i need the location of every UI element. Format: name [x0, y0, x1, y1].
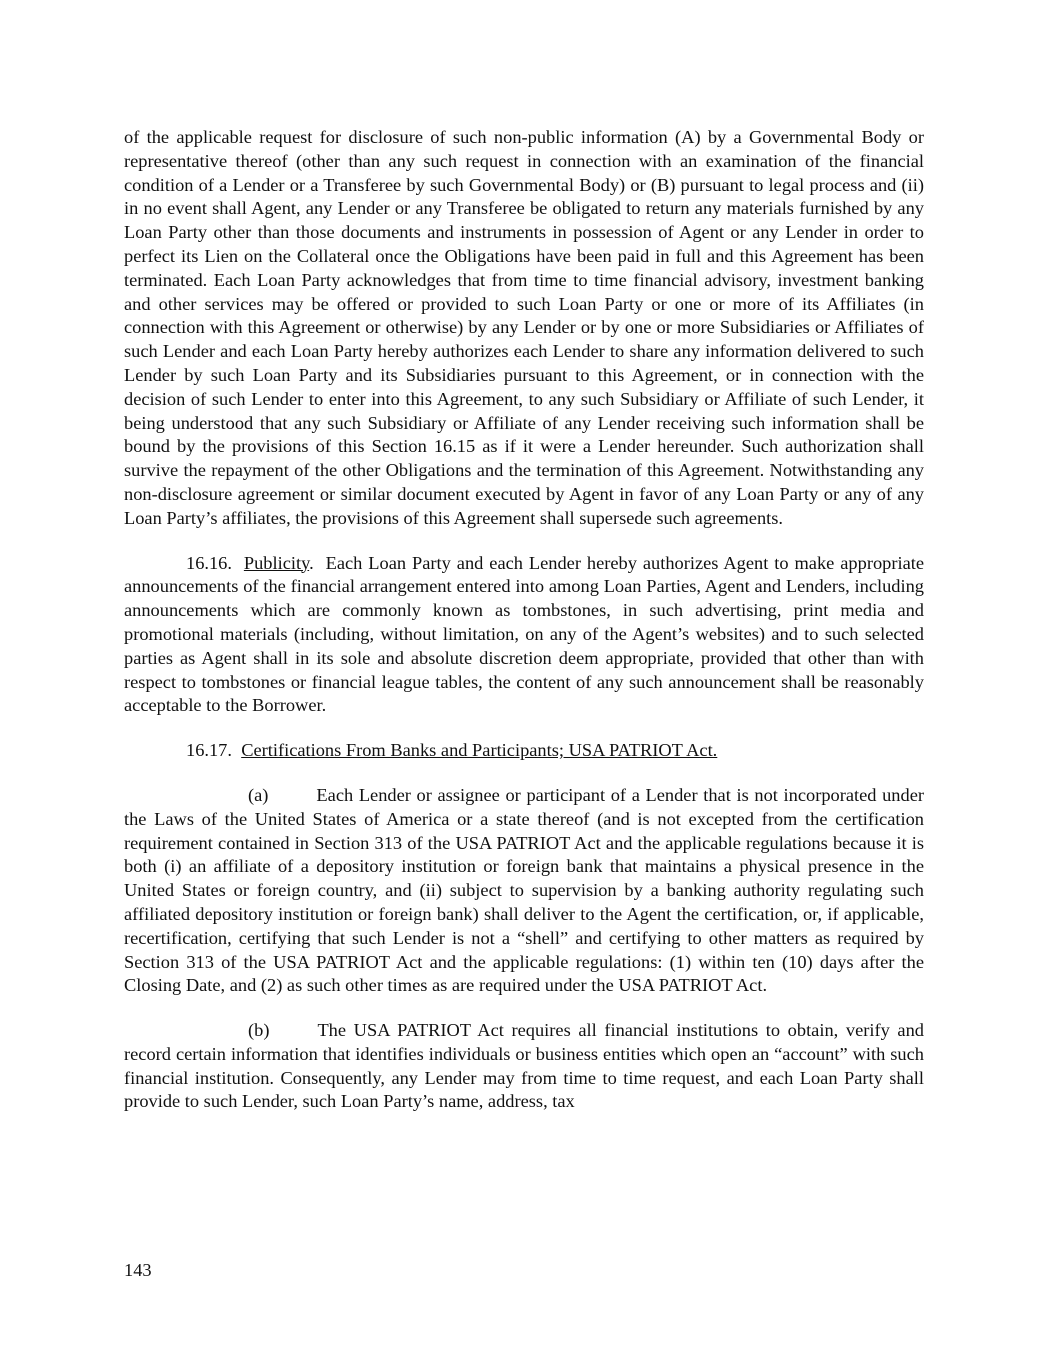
- clause-body: Each Lender or assignee or participant of a Lender that is not incorporated under the Laws of the United States of America or a state thereof (and is not excepted from the certification requirement contained in Section 313 of the USA PATRIOT Act and the applicable regulations because it is both (i) an affiliate of a depository institution or foreign bank that maintains a physical presence in the United States or foreign country, and (ii) subject to supervision by a banking authority regulating such affiliated depository institution or foreign bank) shall deliver to the Agent the certification, or, if applicable, recertification, certifying that such Lender is not a “shell” and certifying to other matters as required by Section 313 of the USA PATRIOT Act and the applicable regulations: (1) within ten (10) days after the Closing Date, and (2) as such other times as are required under the USA PATRIOT Act.: [124, 784, 924, 996]
- document-page: [124, 126, 924, 1114]
- section-number: 16.16.: [186, 552, 232, 573]
- clause-body: The USA PATRIOT Act requires all financial institutions to obtain, verify and record certain information that identifies individuals or business entities which open an “account” with such financial institution. Consequently, any Lender may from time to time request, and each Loan Party shall provide to such Lender, such Loan Party’s name, address, tax: [124, 1020, 924, 1112]
- clause-a-paragraph: [124, 784, 924, 998]
- section-title-punctuation: .: [309, 552, 314, 573]
- section-number: 16.17.: [186, 740, 232, 761]
- continuation-paragraph: of the applicable request for disclosure of such non-public information (A) by a Governmental Body or representative thereof (other than any such request in connection with an examination of the financial condition of a Lender or a Transferee by such Governmental Body) or (B) pursuant to legal process and (ii) in no event shall Agent, any Lender or any Transferee be obligated to return any materials furnished by any Loan Party other than those documents and instruments in possession of Agent or any Lender in order to perfect its Lien on the Collateral once the Obligations have been paid in full and this Agreement has been terminated. Each Loan Party acknowledges that from time to time financial advisory, investment banking and other services may be offered or provided to such Loan Party or one or more of its Affiliates (in connection with this Agreement or otherwise) by any Lender or by one or more Subsidiaries or Affiliates of such Lender and each Loan Party hereby authorizes each Lender to share any information delivered to such Lender by such Loan Party and its Subsidiaries pursuant to this Agreement, or in connection with the decision of such Lender to enter into this Agreement, to any such Subsidiary or Affiliate of such Lender, it being understood that any such Subsidiary or Affiliate of any Lender receiving such information shall be bound by the provisions of this Section 16.15 as if it were a Lender hereunder. Such authorization shall survive the repayment of the other Obligations and the termination of this Agreement. Notwithstanding any non-disclosure agreement or similar document executed by Agent in favor of any Loan Party or any of any Loan Party’s affiliates, the provisions of this Agreement shall supersede such agreements.: [124, 127, 924, 528]
- section-title: Publicity: [243, 552, 310, 573]
- section-16-17-heading: [124, 739, 924, 763]
- section-body: Each Loan Party and each Lender hereby authorizes Agent to make appropriate announcements of the financial arrangement entered into among Loan Parties, Agent and Lenders, including announcements which are commonly known as tombstones, in such advertising, print media and promotional materials (including, without limitation, on any of the Agent’s websites) and to such selected parties as Agent shall in its sole and absolute discretion deem appropriate, provided that other than with respect to tombstones or financial league tables, the content of any such announcement shall be reasonably acceptable to the Borrower.: [124, 552, 925, 716]
- clause-label: (a): [248, 784, 269, 805]
- page-number: 143: [124, 1260, 152, 1280]
- clause-label: (b): [248, 1020, 270, 1041]
- section-16-16-paragraph: [124, 552, 924, 719]
- section-title: Certifications From Banks and Participants; USA PATRIOT Act.: [241, 740, 718, 761]
- clause-b-paragraph: [124, 1019, 924, 1114]
